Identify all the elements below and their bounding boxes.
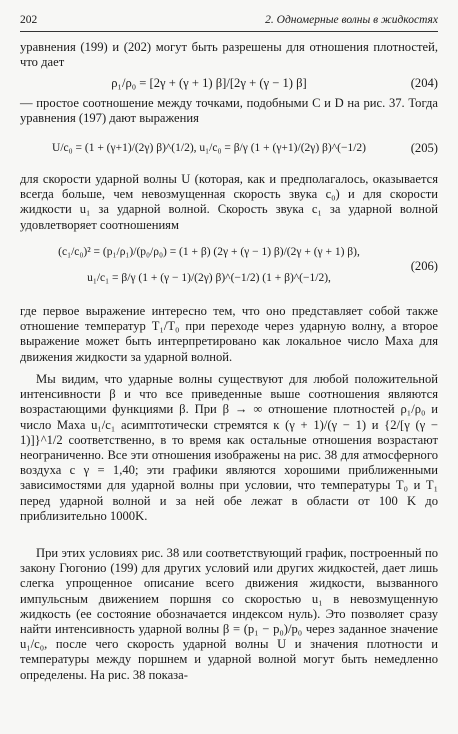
equation-204-formula: ρ₁/ρ₀ = [2γ + (γ + 1) β]/[2γ + (γ − 1) β] [111,76,307,90]
paragraph-4: где первое выражение интересно тем, что оно представляет собой также отношение температур T₁/T₀ при переходе через ударную волну, а второе выражение может быть интерпретировано как локальное число Маха для движения жидкости за ударной волной. [20,304,438,364]
page-header [20,14,438,30]
page-number: 202 [20,14,38,26]
equation-206 [20,240,438,298]
equation-206-line-1: (c₁/c₀)² = (p₁/ρ₁)/(p₀/ρ₀) = (1 + β) (2γ + (γ − 1) β)/(2γ + (γ + 1) β), [58,246,360,258]
equation-206-number: (206) [410,259,438,273]
header-rule [20,31,438,32]
paragraph-6: При этих условиях рис. 38 или соответствующий график, построенный по закону Гюгонио (199) для других условий или других жидкостей, дает лишь слегка упрощенное описание всего движения жидкости, вызванного импульсным движением поршня со скоростью u₁ в невозмущенную жидкость (ее состояние обозначается индексом нуль). Это позволяет сразу найти интенсивность ударной волны β = (p₁ − p₀)/p₀ через заданное значение u₁/c₀, после чего скорость ударной волны U и значения плотности и температуры между поршнем и ударной волной могут быть немедленно определены. На рис. 38 показа- [20,546,438,682]
paragraph-2: — простое соотношение между точками, подобными C и D на рис. 37. Тогда уравнения (197) дают выражения [20,96,438,126]
running-head: 2. Одномерные волны в жидкостях [265,14,438,26]
equation-204-number: (204) [410,76,438,90]
equation-205-number: (205) [410,141,438,155]
paragraph-5: Мы видим, что ударные волны существуют для любой положительной интенсивности β и что все приведенные выше соотношения являются возрастающими функциями β. При β → ∞ отношение плотностей ρ₁/ρ₀ и число Маха u₁/c₁ асимптотически стремятся к (γ + 1)/(γ − 1) и {2/[γ (γ − 1)]}^1/2 соответственно, в то время как остальные отношения возрастают неограниченно. Все эти отношения изображены на рис. 38 для атмосферного воздуха с γ = 1,40; эти графики являются хорошими приближенными зависимостями для ударной волны при условии, что температуры T₀ и T₁ перед ударной волной и за ней обе лежат в области от 100 K до приблизительно 1000K. [20,372,438,523]
paragraph-1: уравнения (199) и (202) могут быть разрешены для отношения плотностей, что дает [20,40,438,70]
paragraph-3: для скорости ударной волны U (которая, как и предполагалось, оказывается всегда больше, чем невозмущенная скорость звука c₀) и для скорости жидкости u₁ за ударной волной. Скорость звука c₁ за ударной волной удовлетворяет соотношениям [20,172,438,232]
equation-205 [20,132,438,164]
equation-206-line-2: u₁/c₁ = β/γ (1 + (γ − 1)/(2γ) β)^(−1/2) (1 + β)^(−1/2), [87,272,331,284]
equation-204 [20,74,438,92]
equation-205-formula: U/c₀ = (1 + (γ+1)/(2γ) β)^(1/2), u₁/c₀ = β/γ (1 + (γ+1)/(2γ) β)^(−1/2) [52,142,366,154]
